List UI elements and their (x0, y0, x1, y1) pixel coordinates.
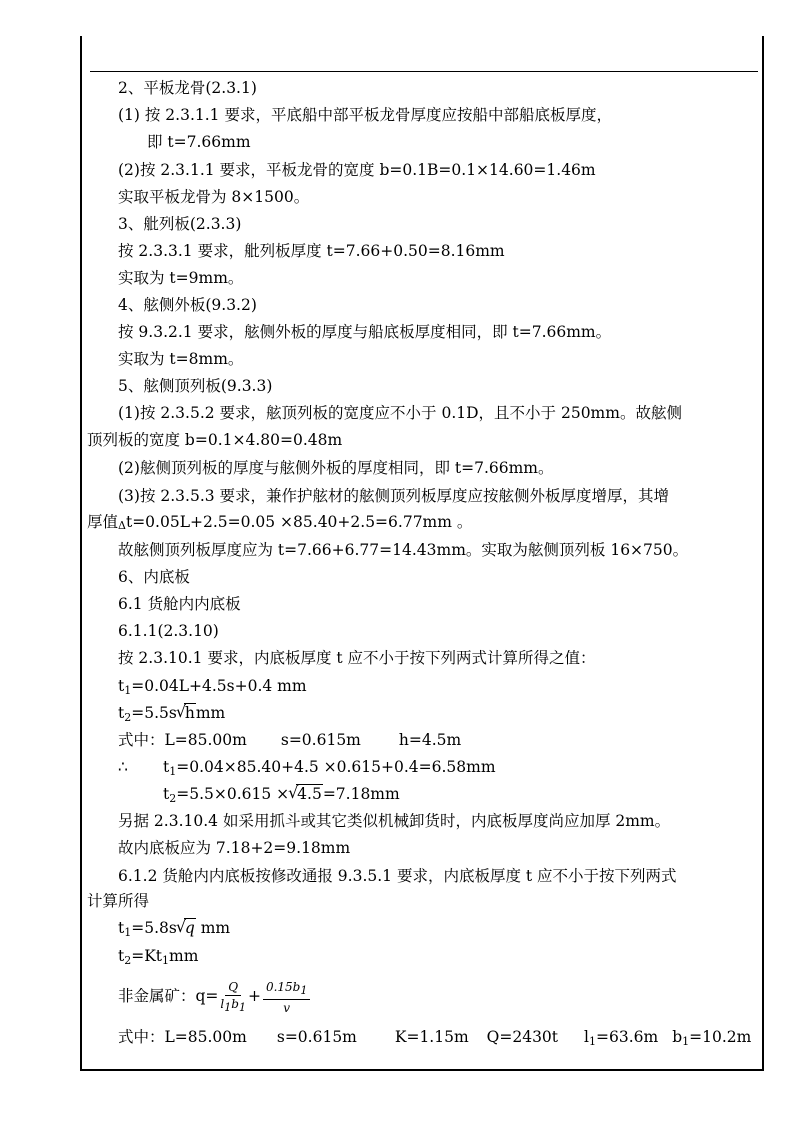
formula-t1: $t_1=0.04L+4.5s+0.4$ mm (118, 677, 307, 697)
text-line: 2、平板龙骨(2.3.1) (118, 79, 257, 97)
text-line: 4、舷侧外板(9.3.2) (118, 296, 257, 314)
section-612-a: 6.1.2 货舱内内底板按修改通报 9.3.5.1 要求，内底板厚度 t 应不小于按下列两式 (118, 867, 677, 885)
text-line: 实取平板龙骨为 8×1500。 (118, 188, 310, 206)
calc-t1: $t_1=0.04\times 85.40+4.5 \times 0.615+0.4=6.58mm$ (163, 758, 496, 778)
text-line: 厚值Δt=0.05L+2.5=0.05 ×85.40+2.5=6.77mm 。 (87, 513, 473, 532)
text-line: 实取为 t=9mm。 (118, 269, 244, 287)
text-line: (2)按 2.3.1.1 要求，平板龙骨的宽度 b=0.1B=0.1×14.60=1.46m (118, 161, 596, 179)
extra-line-1: 另据 2.3.10.4 如采用抓斗或其它类似机械卸货时，内底板厚度尚应加厚 2mm。 (118, 812, 671, 830)
fraction-1: $\frac{Q}{l_1b_1}$ (220, 979, 246, 1014)
text-line: 6.1 货舱内内底板 (118, 595, 241, 613)
text-line: (3)按 2.3.5.3 要求，兼作护舷材的舷侧顶列板厚度应按舷侧外板厚度增厚，其增 (118, 487, 670, 505)
text-line: 顶列板的宽度 b=0.1×4.80=0.48m (87, 431, 343, 449)
formula-t2: $t_2=5.5s√$ hmm (118, 703, 225, 728)
formula-t2-b: $t_2=Kt_1mm$ (118, 947, 199, 967)
section-612-b: 计算所得 (87, 892, 150, 910)
header-rule (90, 71, 758, 72)
text-line: 按 2.3.3.1 要求，舭列板厚度 t=7.66+0.50=8.16mm (118, 242, 505, 260)
formula-t1-b: $t_1=5.8s√$ q mm (118, 918, 230, 943)
text-line: 按 2.3.10.1 要求，内底板厚度 t 应不小于按下列两式计算所得之值： (118, 649, 596, 667)
extra-line-2: 故内底板应为 7.18+2=9.18mm (118, 839, 351, 857)
text-line: 实取为 t=8mm。 (118, 350, 244, 368)
therefore-symbol: ∴ (118, 758, 128, 776)
text-line: (1) 按 2.3.1.1 要求，平底船中部平板龙骨厚度应按船中部船底板厚度， (118, 106, 612, 124)
text-line: (2)舷侧顶列板的厚度与舷侧外板的厚度相同，即 t=7.66mm。 (118, 459, 554, 477)
text-line: (1)按 2.3.5.2 要求，舷顶列板的宽度应不小于 0.1D，且不小于 250mm。故舷侧 (118, 404, 682, 422)
text-line: 即 t=7.66mm (147, 133, 251, 151)
nonmetal-formula: 非金属矿：q= $\frac{Q}{l_1b_1}$ + $\frac{0.15b_1}{v}$ (118, 978, 312, 1016)
fraction-2: $\frac{0.15b_1}{v}$ (263, 979, 310, 1016)
text-line: 3、舭列板(2.3.3) (118, 215, 242, 233)
text-line: 按 9.3.2.1 要求，舷侧外板的厚度与船底板厚度相同，即 t=7.66mm。 (118, 323, 612, 341)
text-line: 6、内底板 (118, 568, 190, 586)
text-line: 5、舷侧顶列板(9.3.3) (118, 377, 273, 395)
where-line-2: 式中：L=85.00m s=0.615m K=1.15m Q=2430t $l_1=63.6m$ $b_1=10.2m$ (118, 1028, 752, 1048)
calc-t2: $t_2=5.5\times 0.615$ ×√ 4.5=7.18mm (163, 784, 400, 809)
text-line: 故舷侧顶列板厚度应为 t=7.66+6.77=14.43mm。实取为舷侧顶列板 16×750。 (118, 541, 689, 559)
text-line: 6.1.1(2.3.10) (118, 622, 219, 640)
where-line-1: 式中：L=85.00m s=0.615m h=4.5m (118, 731, 462, 749)
